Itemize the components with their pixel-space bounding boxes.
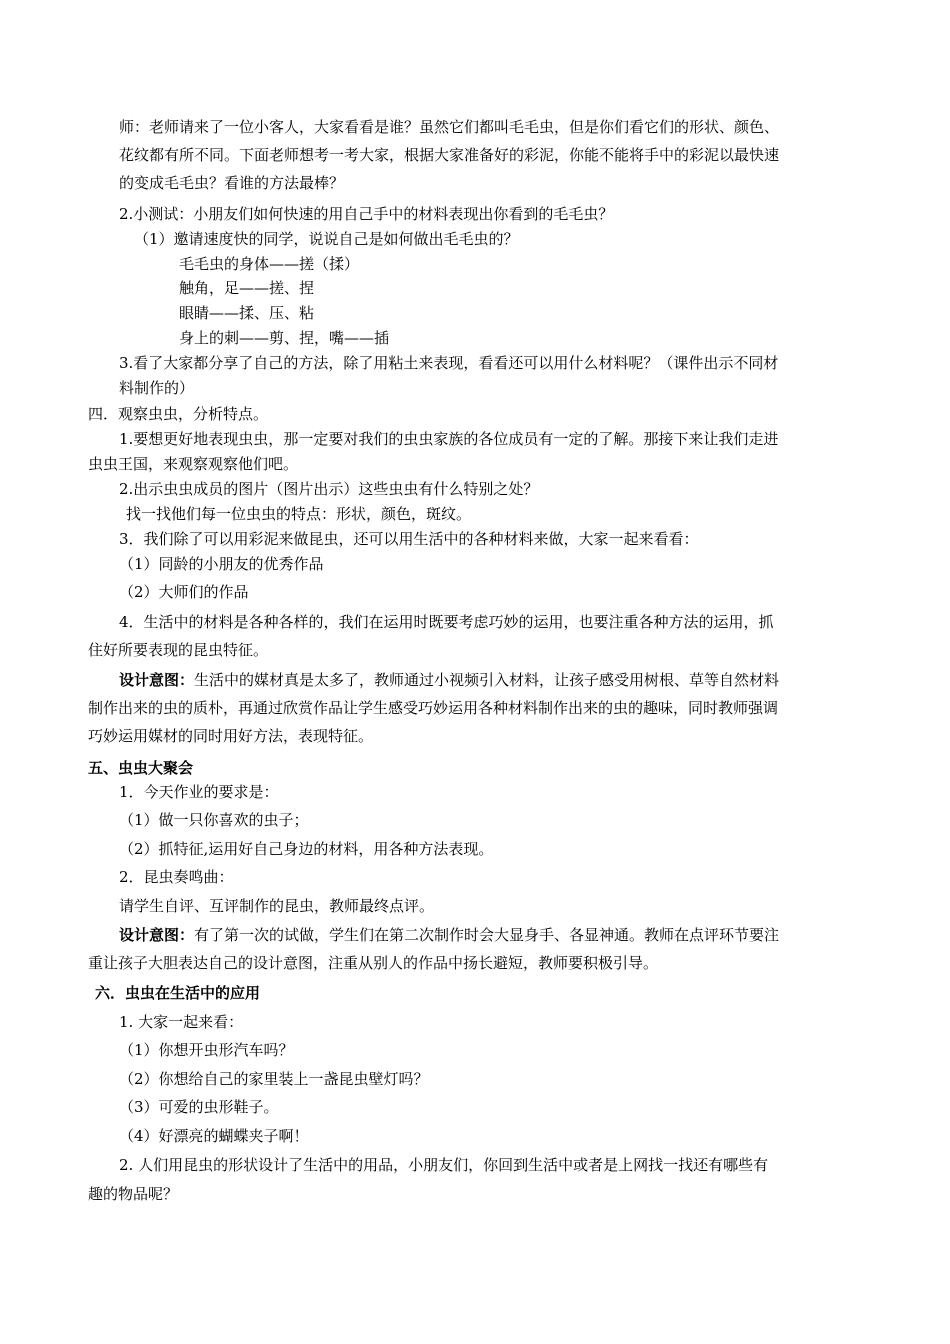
list-item: （2）你想给自己的家里装上一盏昆虫壁灯吗？	[119, 1070, 429, 1088]
step-item: 眼睛——揉、压、粘	[179, 304, 315, 322]
list-item: 2．昆虫奏鸣曲：	[119, 868, 234, 886]
list-item: 找一找他们每一位虫虫的特点：形状，颜色，斑纹。	[126, 505, 472, 523]
design-intent	[119, 670, 779, 690]
paragraph-line: 料制作的）	[119, 379, 195, 397]
paragraph-line: 趣的物品呢？	[88, 1185, 179, 1203]
list-item: 3．我们除了可以用彩泥来做昆虫，还可以用生活中的各种材料来做，大家一起来看看：	[119, 530, 699, 548]
list-item: 2.出示虫虫成员的图片（图片出示）这些虫虫有什么特别之处？	[119, 480, 539, 498]
list-item: （1）你想开虫形汽车吗？	[119, 1041, 294, 1059]
paragraph-line: 重让孩子大胆表达自己的设计意图，注重从别人的作品中扬长避短，教师要积极引导。	[88, 954, 659, 972]
paragraph-line: 请学生自评、互评制作的昆虫，教师最终点评。	[119, 897, 435, 915]
list-item: （3）可爱的虫形鞋子。	[119, 1098, 279, 1116]
section-heading: 五、虫虫大聚会	[88, 759, 194, 777]
design-intent-label: 设计意图：	[119, 926, 195, 944]
paragraph-line: 2. 人们用昆虫的形状设计了生活中的用品，小朋友们，你回到生活中或者是上网找一找还有哪些有	[119, 1156, 769, 1174]
step-item: 毛毛虫的身体——搓（揉）	[179, 255, 360, 273]
paragraph-line: 虫虫王国，来观察观察他们吧。	[88, 455, 299, 473]
list-item: （1）邀请速度快的同学，说说自己是如何做出毛毛虫的？	[134, 230, 519, 248]
section-heading: 六．虫虫在生活中的应用	[95, 984, 261, 1002]
step-item: 身上的刺——剪、捏，嘴——插	[179, 329, 390, 347]
step-item: 触角，足——搓、捏	[179, 279, 315, 297]
design-intent	[119, 925, 779, 945]
list-item: 1．今天作业的要求是：	[119, 783, 279, 801]
paragraph-line: 制作出来的虫的质朴，再通过欣赏作品让学生感受巧妙运用各种材料制作出来的虫的趣味，同时教师强调	[88, 699, 779, 717]
paragraph-line: 师：老师请来了一位小客人，大家看看是谁？虽然它们都叫毛毛虫，但是你们看它们的形状、颜色、	[119, 118, 780, 136]
paragraph-line: 4．生活中的材料是各种各样的，我们在运用时既要考虑巧妙的运用，也要注重各种方法的运用，抓	[119, 613, 774, 631]
design-intent-label: 设计意图：	[119, 671, 195, 689]
section-heading: 四．观察虫虫，分析特点。	[88, 405, 269, 423]
paragraph-line: 1.要想更好地表现虫虫，那一定要对我们的虫虫家族的各位成员有一定的了解。那接下来让我们走进	[119, 430, 779, 448]
paragraph-line: 花纹都有所不同。下面老师想考一考大家，根据大家准备好的彩泥，你能不能将手中的彩泥以最快速	[119, 146, 780, 164]
design-intent-text: 有了第一次的试做，学生们在第二次制作时会大显身手、各显神通。教师在点评环节要注	[194, 926, 780, 944]
list-item: （2）大师们的作品	[119, 583, 249, 601]
paragraph-line: 巧妙运用媒材的同时用好方法，表现特征。	[88, 727, 374, 745]
list-item: （1）同龄的小朋友的优秀作品	[119, 555, 324, 573]
list-item: （1）做一只你喜欢的虫子；	[119, 811, 309, 829]
list-item: （2）抓特征,运用好自己身边的材料，用各种方法表现。	[119, 840, 494, 858]
design-intent-text: 生活中的媒材真是太多了，教师通过小视频引入材料，让孩子感受用树根、草等自然材料	[194, 671, 780, 689]
paragraph-line: 的变成毛毛虫？看谁的方法最棒？	[119, 174, 345, 192]
list-item: 1. 大家一起来看：	[119, 1013, 244, 1031]
list-item: （4）好漂亮的蝴蝶夹子啊！	[119, 1127, 309, 1145]
paragraph-line: 住好所要表现的昆虫特征。	[88, 641, 269, 659]
paragraph-line: 3.看了大家都分享了自己的方法，除了用粘土来表现，看看还可以用什么材料呢？（课件出示不同材	[119, 354, 779, 372]
list-item: 2.小测试：小朋友们如何快速的用自己手中的材料表现出你看到的毛毛虫？	[119, 205, 614, 223]
